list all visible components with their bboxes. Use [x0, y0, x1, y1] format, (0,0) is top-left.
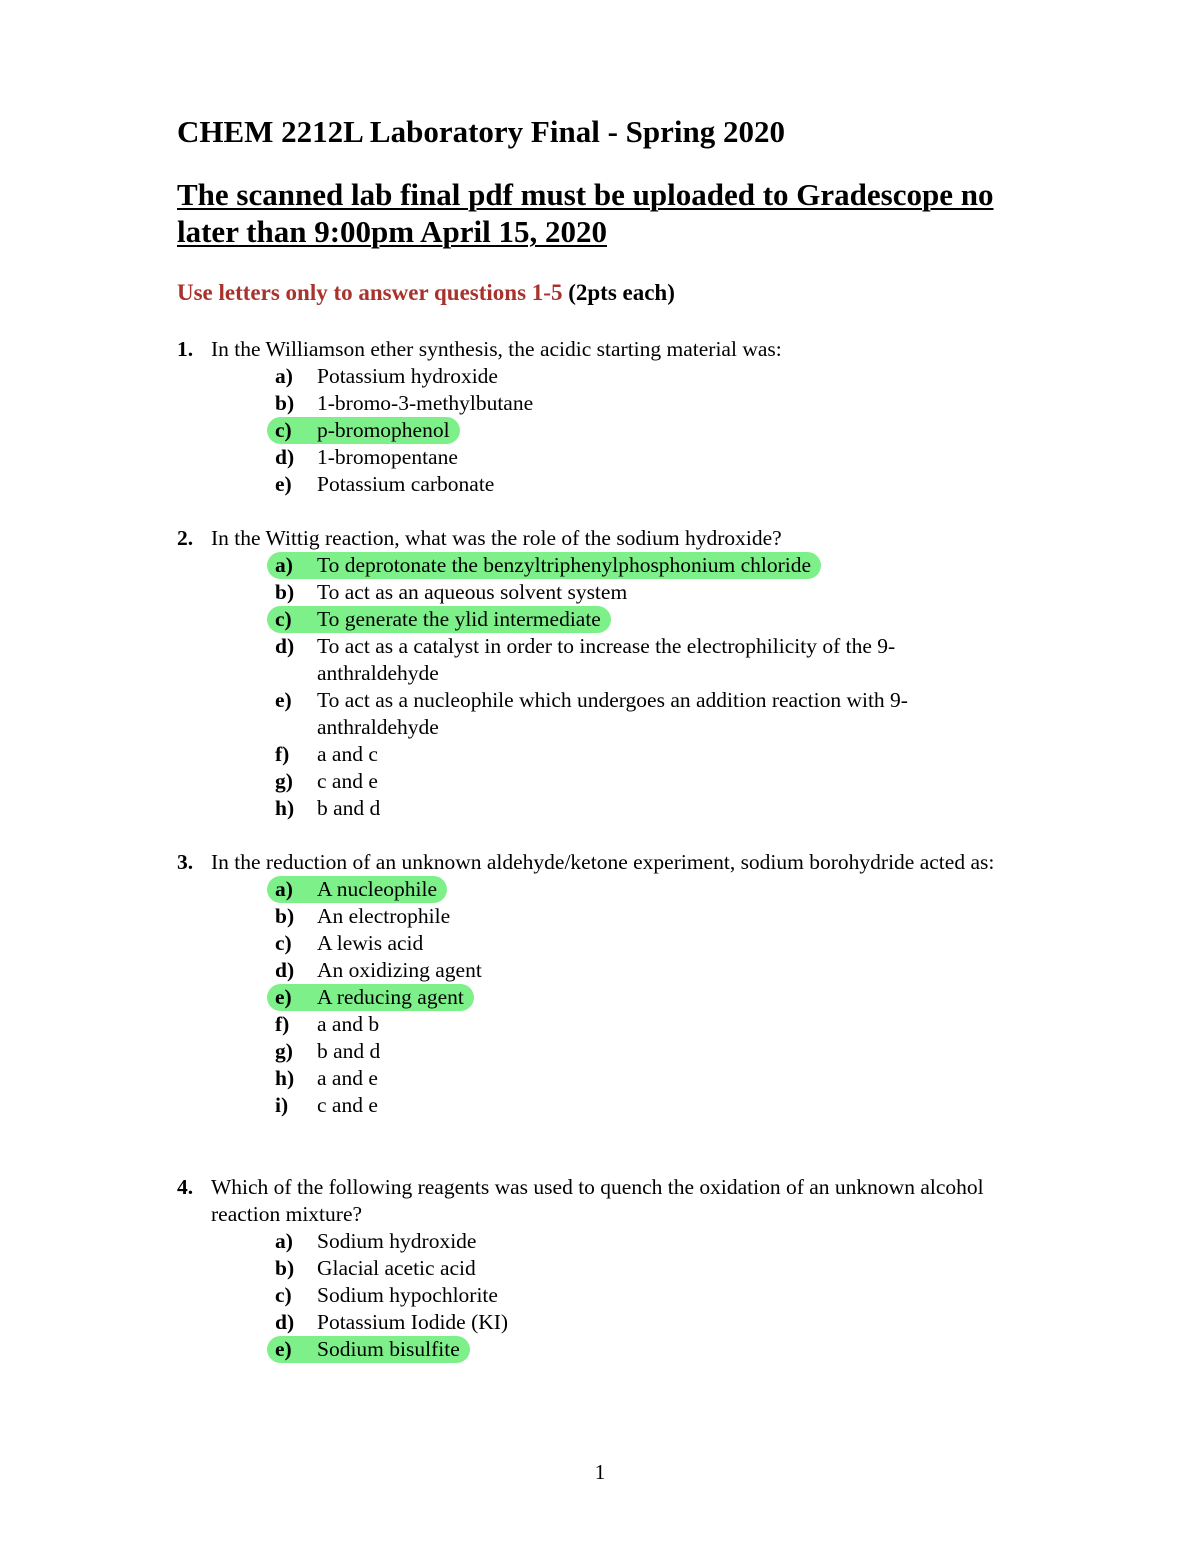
exam-title: CHEM 2212L Laboratory Final - Spring 2020: [177, 114, 785, 149]
option-text: A reducing agent: [317, 985, 464, 1009]
option-text: p-bromophenol: [317, 418, 450, 442]
option-text: To act as a nucleophile which undergoes an addition reaction with 9-anthraldehyde: [317, 688, 908, 739]
option-letter: d): [275, 958, 295, 982]
deadline-notice: The scanned lab final pdf must be uploaded to Gradescope no later than 9:00pm April 15, 2020: [177, 177, 994, 249]
option-letter: f): [275, 742, 290, 766]
answer-option-highlighted: [275, 606, 975, 633]
page-number: 1: [594, 1460, 606, 1484]
instructions: [177, 278, 675, 308]
question-number: 2.: [177, 526, 194, 550]
answer-option-highlighted: [275, 552, 975, 579]
option-letter: d): [275, 1310, 295, 1334]
answer-option: [275, 579, 975, 606]
option-text: a and e: [317, 1066, 378, 1090]
answer-options: [177, 1228, 1007, 1363]
option-text: To deprotonate the benzyltriphenylphosphonium chloride: [317, 553, 812, 577]
answer-option: [275, 390, 975, 417]
answer-option: [275, 1309, 975, 1336]
option-letter: b): [275, 391, 295, 415]
option-letter: g): [275, 769, 293, 793]
question-number: 4.: [177, 1175, 194, 1199]
option-text: An oxidizing agent: [317, 958, 482, 982]
option-text: To act as an aqueous solvent system: [317, 580, 628, 604]
answer-option-highlighted: [275, 876, 975, 903]
option-letter: e): [275, 688, 292, 712]
option-text: Sodium hypochlorite: [317, 1283, 498, 1307]
answer-options: [177, 876, 1007, 1119]
question-stem: [177, 525, 1007, 552]
option-letter: h): [275, 1066, 295, 1090]
option-text: To generate the ylid intermediate: [317, 607, 601, 631]
points-note: (2pts each): [562, 280, 675, 305]
answer-option: [275, 1065, 975, 1092]
answer-option-highlighted: [275, 984, 975, 1011]
answer-option: [275, 633, 975, 687]
answer-highlight: [267, 552, 821, 579]
question-2: [177, 525, 1007, 822]
option-text: To act as a catalyst in order to increase the electrophilicity of the 9-anthraldehyde: [317, 634, 896, 685]
question-stem: [177, 336, 1007, 363]
option-text: 1-bromopentane: [317, 445, 458, 469]
option-letter: g): [275, 1039, 293, 1063]
option-text: 1-bromo-3-methylbutane: [317, 391, 534, 415]
question-text: In the Wittig reaction, what was the role of the sodium hydroxide?: [211, 526, 782, 550]
option-letter: b): [275, 1256, 295, 1280]
question-1: [177, 336, 1007, 498]
answer-highlight: [267, 417, 460, 444]
answer-option: [275, 768, 975, 795]
option-letter: e): [275, 472, 292, 496]
answer-highlight: [267, 876, 447, 903]
answer-option: [275, 471, 975, 498]
question-4: [177, 1174, 1007, 1363]
question-number: 1.: [177, 337, 194, 361]
question-text: Which of the following reagents was used to quench the oxidation of an unknown alcohol reaction mixture?: [211, 1175, 984, 1226]
option-letter: a): [275, 364, 293, 388]
answer-highlight: [267, 606, 611, 633]
answer-options: [177, 552, 1007, 822]
option-text: A lewis acid: [317, 931, 424, 955]
option-text: Potassium Iodide (KI): [317, 1310, 509, 1334]
option-text: Potassium carbonate: [317, 472, 495, 496]
question-3: [177, 849, 1007, 1119]
option-letter: d): [275, 634, 295, 658]
question-text: In the reduction of an unknown aldehyde/ketone experiment, sodium borohydride acted as:: [211, 850, 995, 874]
option-letter: f): [275, 1012, 290, 1036]
answer-option: [275, 1011, 975, 1038]
option-letter: a): [275, 553, 293, 577]
answer-option: [275, 1038, 975, 1065]
answer-option-highlighted: [275, 417, 975, 444]
option-text: Sodium bisulfite: [317, 1337, 460, 1361]
answer-option: [275, 1228, 975, 1255]
question-stem: [177, 1174, 1007, 1228]
option-text: a and c: [317, 742, 378, 766]
option-text: c and e: [317, 1093, 378, 1117]
option-text: c and e: [317, 769, 378, 793]
option-text: Potassium hydroxide: [317, 364, 498, 388]
answer-option-highlighted: [275, 1336, 975, 1363]
option-letter: a): [275, 1229, 293, 1253]
answer-option: [275, 1255, 975, 1282]
answer-option: [275, 363, 975, 390]
answer-highlight: [267, 984, 474, 1011]
option-letter: i): [275, 1093, 289, 1117]
answer-option: [275, 444, 975, 471]
answer-option: [275, 687, 975, 741]
option-text: b and d: [317, 1039, 381, 1063]
answer-option: [275, 903, 975, 930]
option-letter: c): [275, 418, 292, 442]
option-text: Glacial acetic acid: [317, 1256, 476, 1280]
question-stem: [177, 849, 1007, 876]
option-letter: b): [275, 904, 295, 928]
option-letter: e): [275, 985, 292, 1009]
option-letter: c): [275, 607, 292, 631]
option-text: A nucleophile: [317, 877, 438, 901]
option-text: b and d: [317, 796, 381, 820]
answer-highlight: [267, 1336, 470, 1363]
option-letter: c): [275, 1283, 292, 1307]
option-letter: d): [275, 445, 295, 469]
question-number: 3.: [177, 850, 194, 874]
option-letter: c): [275, 931, 292, 955]
answer-option: [275, 1282, 975, 1309]
option-text: a and b: [317, 1012, 380, 1036]
option-letter: b): [275, 580, 295, 604]
answer-options: [177, 363, 1007, 498]
answer-option: [275, 930, 975, 957]
answer-option: [275, 1092, 975, 1119]
option-letter: e): [275, 1337, 292, 1361]
option-text: An electrophile: [317, 904, 451, 928]
question-text: In the Williamson ether synthesis, the acidic starting material was:: [211, 337, 782, 361]
answer-option: [275, 741, 975, 768]
instruction-text: Use letters only to answer questions 1-5: [177, 280, 563, 305]
option-text: Sodium hydroxide: [317, 1229, 477, 1253]
answer-option: [275, 795, 975, 822]
option-letter: h): [275, 796, 295, 820]
option-letter: a): [275, 877, 293, 901]
answer-option: [275, 957, 975, 984]
